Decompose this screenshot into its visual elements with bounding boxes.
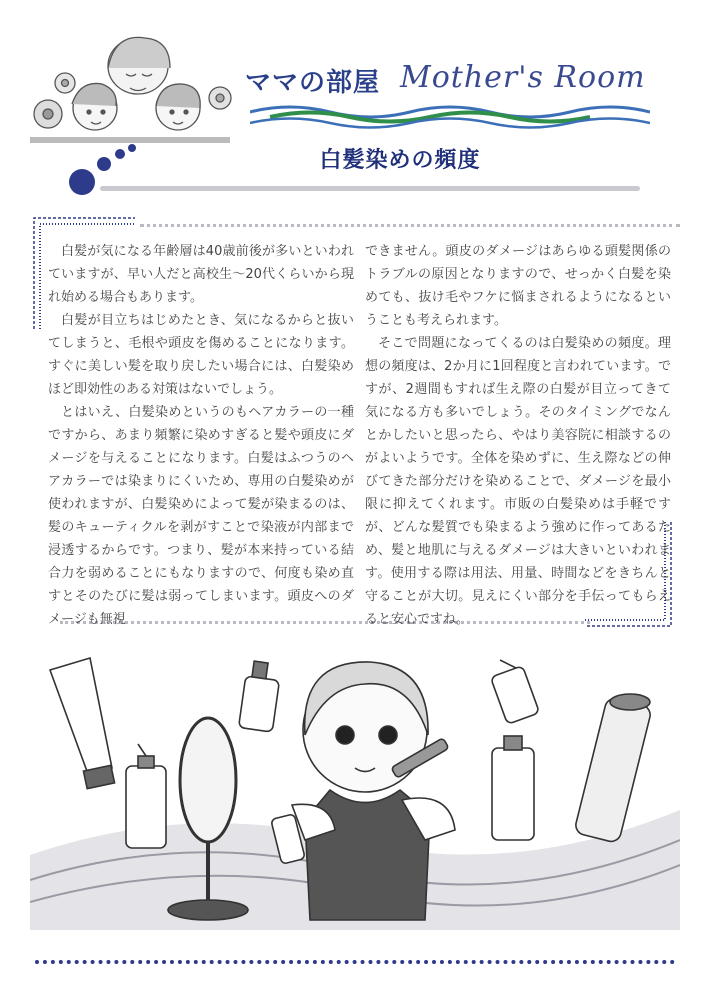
hair-dye-illustration [30,640,680,950]
footer-dotted-line [35,960,675,964]
title-underline-bar [100,186,640,191]
left-paragraph-3: とはいえ、白髪染めというのもヘアカラーの一種ですから、あまり頻繁に染めすぎると髪や頭皮にダメージを与えることになります。白髪はふつうのヘアカラーでは染まりにくいため、専用の白髪染めが使われますが、白髪染めによって髪が染まるのは、髪のキューティクルを剥がすことで染液が内部まで浸透するからです。つまり、髪が本来持っている結合力を弱めることにもなりますので、何度も染め直すとそのたびに髪は弱ってしまいます。頭皮へのダメージも無視 [48,405,354,627]
article-title: 白髪染めの頻度 [319,148,481,173]
top-dotted-divider [140,224,680,227]
corner-title-english: Mother's Room [400,60,646,95]
mother-children-illustration [20,28,240,146]
left-paragraph-2: 白髪が目立ちはじめたとき、気になるからと抜いてしまうと、毛根や頭皮を傷めることになります。すぐに美しい髪を取り戻したい場合には、白髪染めほど即効性のある対策はないでしょう。 [48,313,354,397]
small-bottle-icon [239,661,280,732]
tall-tube-right-icon [574,694,653,843]
left-paragraph-1: 白髪が気になる年齢層は40歳前後が多いといわれていますが、早い人だと高校生～20代くらいから現れ始める場合もあります。 [48,244,354,305]
article-right-column [365,240,671,631]
tube-icon [50,658,115,789]
small-bottle-right-icon [490,660,539,724]
bottle-right-icon [492,736,534,840]
bottle-left-icon [126,744,166,848]
corner-title: ママの部屋 [245,68,381,98]
header-waves-decoration [250,100,650,130]
right-paragraph-2: そこで問題になってくるのは白髪染めの頻度。理想の頻度は、2か月に1回程度と言われています。ですが、2週間もすれば生え際の白髪が目立ってきて気になる方も多いでしょう。そのタイミングでなんとかしたいと思ったら、やはり美容院に相談するのがよいようです。全体を染めずに、生え際などの伸びてきた部分だけを染めることで、ダメージを最小限に抑えてくれます。市販の白髪染めは手軽ですが、どんな髪質でも染まるよう強めに作ってあるため、髪と地肌に与えるダメージは大きいといわれます。使用する際は用法、用量、時間などをきちんと守ることが大切。見えにくい部分を手伝ってもらえると安心ですね。 [365,336,671,627]
right-paragraph-1: できません。頭皮のダメージはあらゆる頭髪関係のトラブルの原因となりますので、せっかく白髪を染めても、抜け毛やフケに悩まされるようになるということも考えられます。 [365,244,671,328]
article-left-column [48,240,354,631]
